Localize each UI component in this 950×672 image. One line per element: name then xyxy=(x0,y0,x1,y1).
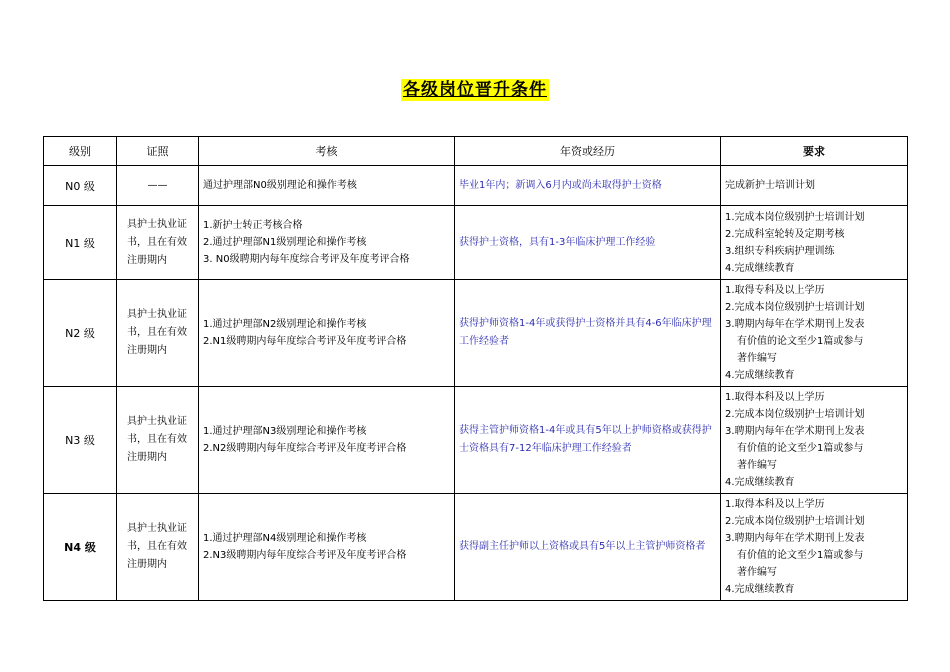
experience-cell: 获得护师资格1-4年或获得护士资格并具有4-6年临床护理工作经验者 xyxy=(455,280,721,387)
requirement-line: 著作编写 xyxy=(737,460,777,471)
experience-cell: 毕业1年内；新调入6月内或尚未取得护士资格 xyxy=(455,166,721,206)
exam-line: 1.通过护理部N2级别理论和操作考核 xyxy=(203,319,367,330)
level-cell: N2 级 xyxy=(44,280,117,387)
requirement-line: 4.完成继续教育 xyxy=(725,262,795,274)
requirement-line: 1.取得本科及以上学历 xyxy=(725,499,825,510)
requirement-line: 著作编写 xyxy=(737,567,777,578)
requirements-cell xyxy=(721,494,908,601)
exam-line: 2.通过护理部N1级别理论和操作考核 xyxy=(203,237,367,248)
requirement-line: 3.聘期内每年在学术期刊上发表 xyxy=(725,426,865,437)
cert-cell: —— xyxy=(117,166,199,206)
requirement-line: 3.聘期内每年在学术期刊上发表 xyxy=(725,533,865,544)
requirement-line: 2.完成本岗位级别护士培训计划 xyxy=(725,516,865,527)
header-requirements: 要求 xyxy=(721,137,908,166)
exam-line: 2.N2级聘期内每年度综合考评及年度考评合格 xyxy=(203,443,407,454)
exam-cell xyxy=(199,387,455,494)
exam-line: 2.N3级聘期内每年度综合考评及年度考评合格 xyxy=(203,550,407,561)
exam-line: 3. N0级聘期内每年度综合考评及年度考评合格 xyxy=(203,254,410,265)
experience-cell: 获得护士资格，具有1-3年临床护理工作经验 xyxy=(455,206,721,280)
requirements-cell xyxy=(721,280,908,387)
cert-cell: 具护士执业证书，且在有效注册期内 xyxy=(117,387,199,494)
requirement-line: 2.完成本岗位级别护士培训计划 xyxy=(725,302,865,313)
requirement-line: 著作编写 xyxy=(737,353,777,364)
requirement-line: 完成新护士培训计划 xyxy=(725,180,815,191)
requirement-line: 有价值的论文至少1篇或参与 xyxy=(737,443,864,454)
requirement-line: 4.完成继续教育 xyxy=(725,584,795,595)
requirement-line: 1.取得本科及以上学历 xyxy=(725,392,825,403)
exam-line: 1.通过护理部N3级别理论和操作考核 xyxy=(203,426,367,437)
level-cell: N0 级 xyxy=(44,166,117,206)
requirement-line: 2.完成本岗位级别护士培训计划 xyxy=(725,409,865,420)
exam-line: 1.新护士转正考核合格 xyxy=(203,220,303,231)
table-row xyxy=(44,280,908,387)
requirement-line: 3.聘期内每年在学术期刊上发表 xyxy=(725,319,865,330)
requirement-line: 4.完成继续教育 xyxy=(725,477,795,488)
requirement-line: 2.完成科室轮转及定期考核 xyxy=(725,228,845,240)
promotion-table xyxy=(43,136,908,601)
cert-cell: 具护士执业证书，且在有效注册期内 xyxy=(117,280,199,387)
requirement-line: 有价值的论文至少1篇或参与 xyxy=(737,336,864,347)
cert-cell: 具护士执业证书，且在有效注册期内 xyxy=(117,494,199,601)
table-row xyxy=(44,166,908,206)
requirements-cell xyxy=(721,387,908,494)
header-exam: 考核 xyxy=(199,137,455,166)
level-cell: N4 级 xyxy=(44,494,117,601)
page-title: 各级岗位晋升条件 xyxy=(403,80,547,100)
exam-line: 2.N1级聘期内每年度综合考评及年度考评合格 xyxy=(203,336,407,347)
exam-line: 1.通过护理部N4级别理论和操作考核 xyxy=(203,533,367,544)
exam-cell xyxy=(199,166,455,206)
header-experience: 年资或经历 xyxy=(455,137,721,166)
header-level: 级别 xyxy=(44,137,117,166)
table-row xyxy=(44,494,908,601)
level-cell: N1 级 xyxy=(44,206,117,280)
level-cell: N3 级 xyxy=(44,387,117,494)
requirement-line: 有价值的论文至少1篇或参与 xyxy=(737,550,864,561)
exam-cell xyxy=(199,206,455,280)
title-wrap xyxy=(0,79,950,101)
exam-cell xyxy=(199,280,455,387)
requirement-line: 1.完成本岗位级别护士培训计划 xyxy=(725,211,865,223)
requirements-cell xyxy=(721,206,908,280)
header-cert: 证照 xyxy=(117,137,199,166)
requirement-line: 1.取得专科及以上学历 xyxy=(725,285,825,296)
experience-cell: 获得主管护师资格1-4年或具有5年以上护师资格或获得护士资格具有7-12年临床护理工作经验者 xyxy=(455,387,721,494)
experience-cell: 获得副主任护师以上资格或具有5年以上主管护师资格者 xyxy=(455,494,721,601)
requirement-line: 3.组织专科疾病护理训练 xyxy=(725,245,835,257)
table-row xyxy=(44,206,908,280)
cert-cell: 具护士执业证书，且在有效注册期内 xyxy=(117,206,199,280)
table-row xyxy=(44,387,908,494)
requirement-line: 4.完成继续教育 xyxy=(725,370,795,381)
header-row xyxy=(44,137,908,166)
exam-line: 通过护理部N0级别理论和操作考核 xyxy=(203,180,357,191)
requirements-cell xyxy=(721,166,908,206)
exam-cell xyxy=(199,494,455,601)
